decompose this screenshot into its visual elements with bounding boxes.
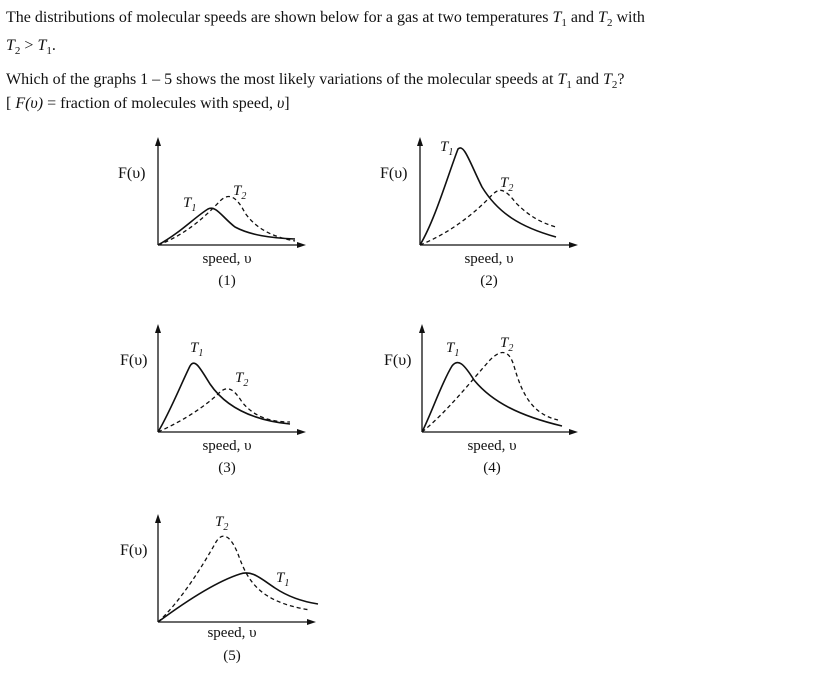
x-axis-arrow — [297, 242, 306, 248]
bracket-open: [ — [6, 95, 12, 112]
sub-1: 1 — [566, 79, 572, 91]
x-axis-label: speed, υ — [467, 438, 517, 454]
label-t2: $T_2$ — [235, 370, 249, 389]
var-t: T — [598, 9, 607, 26]
question-line-1 — [6, 8, 645, 28]
graph-4 — [362, 322, 592, 482]
x-axis-label: speed, υ — [202, 438, 252, 454]
question-line-2 — [6, 36, 56, 56]
x-axis-arrow — [569, 429, 578, 435]
label-t1: $T_1$ — [190, 340, 204, 359]
curve-t2 — [422, 353, 558, 433]
x-axis-label: speed, υ — [202, 251, 252, 267]
word-and: and — [570, 9, 595, 26]
var-fv: F(υ) — [15, 95, 44, 112]
y-axis-arrow — [155, 514, 161, 523]
y-axis-label: F(υ) — [118, 165, 146, 182]
label-t1: $T_1$ — [276, 570, 290, 589]
graph-number: (1) — [218, 273, 236, 289]
y-axis-label: F(υ) — [384, 352, 412, 369]
question-line-3 — [6, 70, 624, 90]
question-mark: ? — [617, 71, 625, 88]
y-axis-label: F(υ) — [120, 542, 148, 559]
question-text: = fraction of molecules with speed, — [47, 95, 273, 112]
var-v: υ — [276, 95, 285, 112]
label-t2: $T_2$ — [500, 175, 514, 194]
curve-t1 — [422, 362, 562, 432]
y-axis-arrow — [155, 324, 161, 333]
greater-than: > — [24, 37, 34, 54]
var-t: T — [37, 37, 47, 54]
var-t: T — [552, 9, 562, 26]
question-line-4 — [6, 94, 290, 114]
question-text: Which of the graphs 1 – 5 shows the most likely variations of the molecular speeds at — [6, 71, 554, 88]
word-and: and — [575, 71, 599, 88]
graph-5 — [100, 512, 330, 672]
y-axis-label: F(υ) — [120, 352, 148, 369]
var-t: T — [602, 71, 612, 88]
var-t: T — [557, 71, 567, 88]
label-t2: $T_2$ — [500, 335, 514, 354]
label-t1: $T_1$ — [440, 139, 454, 158]
graph-number: (4) — [483, 460, 501, 476]
graph-3 — [100, 322, 320, 482]
bracket-close: ] — [284, 95, 290, 112]
y-axis-arrow — [155, 137, 161, 146]
label-t1: $T_1$ — [446, 340, 460, 359]
x-axis-label: speed, υ — [464, 251, 514, 267]
sub-2: 2 — [14, 45, 21, 57]
sub-1: 1 — [46, 45, 52, 57]
x-axis-arrow — [307, 619, 316, 625]
y-axis-arrow — [419, 324, 425, 333]
graph-number: (3) — [218, 460, 236, 476]
sub-1: 1 — [561, 17, 567, 29]
label-t1: $T_1$ — [183, 195, 197, 214]
curve-t2 — [158, 389, 290, 432]
var-t: T — [6, 37, 15, 54]
curve-t1 — [420, 148, 556, 245]
graph-2 — [360, 135, 600, 295]
label-t2: $T_2$ — [233, 183, 247, 202]
question-text: The distributions of molecular speeds are shown below for a gas at two temperatures — [6, 9, 549, 26]
x-axis-label: speed, υ — [207, 625, 257, 641]
y-axis-label: F(υ) — [380, 165, 408, 182]
y-axis-arrow — [417, 137, 423, 146]
word-with: with — [616, 9, 645, 26]
graph-number: (2) — [480, 273, 498, 289]
graph-1 — [100, 135, 320, 295]
sub-2: 2 — [606, 17, 613, 29]
sub-2: 2 — [611, 79, 618, 91]
graph-number: (5) — [223, 648, 241, 664]
curve-t1 — [158, 208, 295, 245]
curve-t1 — [158, 573, 318, 622]
x-axis-arrow — [569, 242, 578, 248]
x-axis-arrow — [297, 429, 306, 435]
period: . — [51, 37, 56, 54]
label-t2: $T_2$ — [215, 514, 229, 533]
